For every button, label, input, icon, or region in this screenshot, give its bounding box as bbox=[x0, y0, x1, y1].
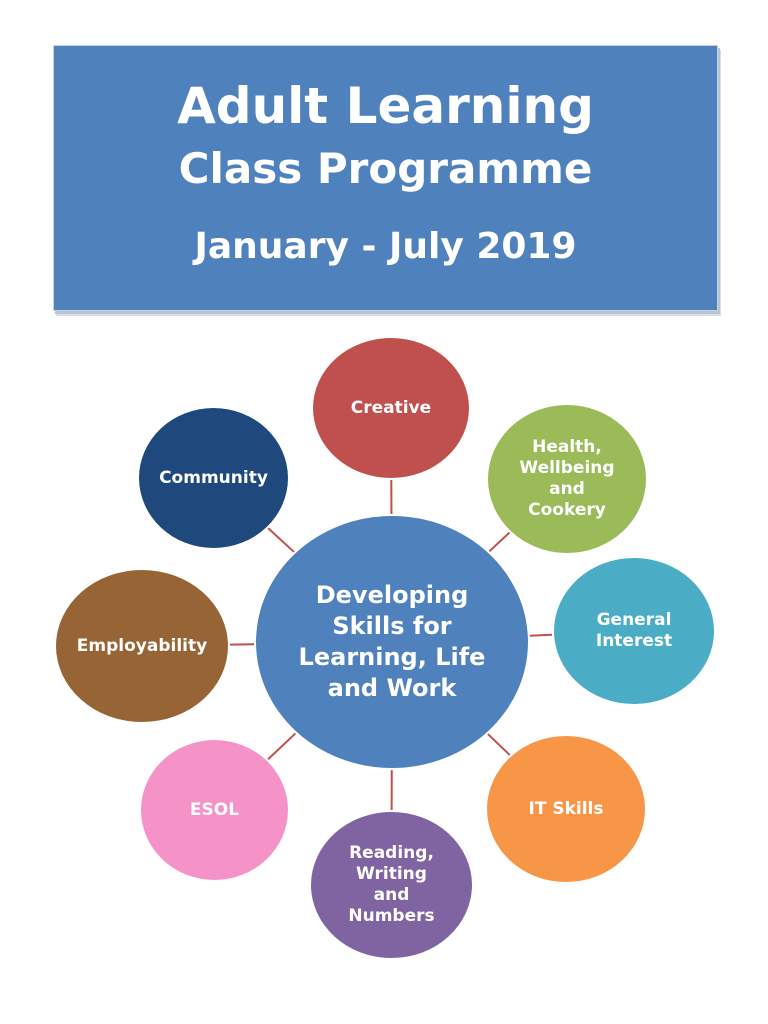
connector-health bbox=[489, 533, 509, 552]
connector-community bbox=[268, 528, 294, 552]
node-creative-label: Creative bbox=[350, 397, 432, 418]
node-health-label: Health, Wellbeing and Cookery bbox=[519, 437, 615, 520]
node-esol bbox=[141, 740, 288, 880]
connector-esol bbox=[268, 733, 295, 759]
node-it-skills bbox=[487, 736, 645, 882]
node-general-interest bbox=[554, 558, 714, 704]
node-employability bbox=[56, 570, 228, 722]
title-line-2: Class Programme bbox=[178, 144, 593, 193]
node-community-label: Community bbox=[159, 467, 268, 488]
connector-it-skills bbox=[488, 734, 510, 755]
title-date-range: January - July 2019 bbox=[194, 226, 577, 267]
node-it-skills-label: IT Skills bbox=[528, 798, 604, 819]
node-health bbox=[488, 405, 646, 553]
node-community bbox=[139, 408, 288, 548]
node-reading bbox=[311, 812, 472, 958]
node-creative bbox=[313, 338, 469, 478]
node-general-interest-label: General Interest bbox=[595, 610, 673, 651]
center-node bbox=[256, 516, 528, 768]
node-employability-label: Employability bbox=[76, 635, 208, 656]
node-reading-label: Reading, Writing and Numbers bbox=[348, 843, 435, 926]
node-esol-label: ESOL bbox=[189, 799, 240, 820]
center-node-label: Developing Skills for Learning, Life and Work bbox=[298, 581, 486, 702]
title-line-1: Adult Learning bbox=[177, 77, 594, 135]
connector-general-interest bbox=[530, 635, 552, 636]
